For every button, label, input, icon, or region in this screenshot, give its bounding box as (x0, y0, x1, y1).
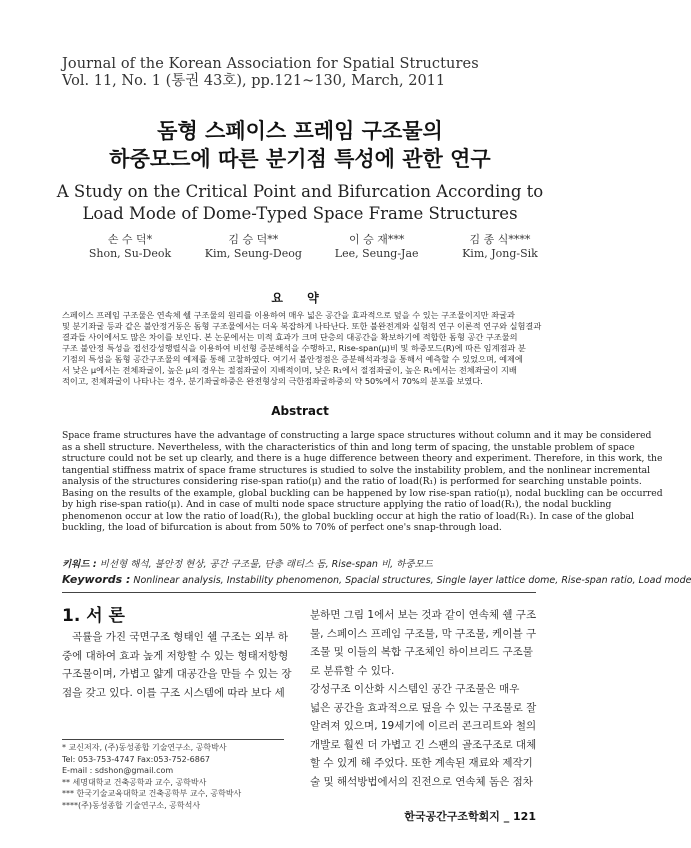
body-line: 개발로 훨씬 더 가볍고 긴 스팬의 골조구조로 대체 (310, 738, 537, 751)
author (193, 233, 313, 261)
body-column-left (62, 628, 292, 702)
korean-abstract-heading: 요 약 (271, 291, 329, 305)
body-line: 로 분류할 수 있다. (310, 664, 395, 677)
korean-title-line-1: 돔형 스페이스 프레임 구조물의 (157, 118, 443, 143)
footnote-line: Tel: 053-753-4747 Fax:053-752-6867 (62, 754, 210, 764)
author-name-korean: 손 수 덕* (107, 233, 153, 246)
author-name-korean: 김 승 덕** (228, 233, 279, 246)
section-title: 서 론 (86, 606, 125, 626)
keywords-korean (62, 556, 433, 570)
section-divider (62, 592, 536, 593)
footnote-divider (62, 739, 284, 740)
body-line: 술 및 해석방법에서의 진전으로 연속체 돔은 점차 (310, 775, 533, 788)
author-name-korean: 김 종 식**** (469, 233, 531, 246)
abstract-heading: Abstract (271, 404, 329, 418)
keywords-english (62, 573, 691, 586)
english-title-line-1: A Study on the Critical Point and Bifurcation According to (56, 182, 544, 201)
korean-title-line-2: 하중모드에 따른 분기점 특성에 관한 연구 (109, 146, 491, 171)
english-abstract (62, 430, 663, 534)
author-name-english: Shon, Su-Deok (88, 247, 172, 260)
author-name-english: Kim, Seung-Deog (204, 247, 302, 260)
body-column-right (310, 606, 536, 791)
body-line: 강성구조 이산화 시스템인 공간 구조물은 매우 (310, 683, 520, 695)
section-number: 1. (62, 606, 81, 626)
footnote-line: E-mail : sdshon@gmail.com (62, 766, 174, 776)
section-heading (62, 601, 125, 626)
body-line: 넓은 공간을 효과적으로 덮을 수 있는 구조물로 잘 (310, 701, 537, 714)
abstract-line: 및 분기좌굴 등과 같은 불안정거동은 돔형 구조물에서는 더욱 복잡하게 나타난다. 또한 불완전계와 실험적 연구 이론적 연구와 실험결과 (62, 321, 542, 331)
body-line: 할 수 있게 해 주었다. 또한 계속된 재료와 제작기 (310, 757, 533, 769)
abstract-line: structure could not be set up clearly, and there is a huge difference between theory and experiment. Therefore, in this work, the (62, 453, 663, 464)
keywords-text: Nonlinear analysis, Instability phenomenon, Spacial structures, Single layer lattice dome, Rise-span ratio, Load mode (133, 575, 691, 586)
abstract-line: 스페이스 프레임 구조물은 연속체 쉘 구조물의 원리를 이용하여 매우 넓은 공간을 효과적으로 덮을 수 있는 구조물이지만 좌굴과 (62, 310, 515, 320)
abstract-line: phenomenon occur at low the ratio of load(R₁), the global buckling occur at high the ratio of load(R₁). In case of the global (62, 510, 634, 522)
abstract-line: 구조 불안정 특성을 접선강성행렬식을 이용하여 비선형 증분해석을 수행하고, Rise-span(μ)비 및 하중모드(R)에 따른 임계점과 분 (62, 343, 526, 353)
abstract-line: by high rise-span ratio(μ). And in case of multi node space structure applying the ratio of load(R₁), the nodal buckling (62, 499, 612, 510)
abstract-line: 기점의 특성을 돔형 공간구조물의 예제를 통해 고찰하였다. 여기서 불안정점은 증분해석과정을 통해서 예측할 수 있었으며, 예제에 (62, 354, 523, 364)
body-line: 구조물이며, 가볍고 얇게 대공간을 만들 수 있는 장 (62, 668, 292, 680)
page-footer: 한국공간구조학회지 _ 121 (404, 810, 536, 823)
author-name-korean: 이 승 재*** (348, 233, 405, 246)
journal-volume-info: Vol. 11, No. 1 (통권 43호), pp.121~130, March, 2011 (62, 73, 446, 89)
footnote-line: ** 세명대학교 건축공학과 교수, 공학박사 (62, 777, 207, 787)
abstract-line: 결과들 사이에서도 많은 차이를 보인다. 본 논문에서는 미적 효과가 크며 단층의 대공간을 확보하기에 적합한 돔형 공간 구조물의 (62, 332, 518, 342)
author (317, 233, 437, 261)
footnote-line: *** 한국기술교육대학교 건축공학부 교수, 공학박사 (62, 789, 242, 799)
abstract-line: Space frame structures have the advantage of constructing a large space structures without column and it may be considered (62, 430, 652, 441)
footnote-line: * 교신저자, (주)동성종합 기술연구소, 공학박사 (62, 743, 227, 752)
author (440, 233, 560, 261)
footnotes (62, 742, 287, 812)
author-list (70, 233, 560, 261)
abstract-line: tangential stiffness matrix of space frame structures is studied to solve the instability problem, and the nonlinear incremental (62, 464, 651, 476)
abstract-line: as a shell structure. Nevertheless, with the characteristics of thin and long term of spacing, the unstable problem of space (62, 441, 635, 453)
body-line: 물, 스페이스 프레임 구조물, 막 구조물, 케이블 구 (310, 627, 537, 640)
body-line: 조물 및 이들의 복합 구조체인 하이브리드 구조물 (310, 646, 533, 658)
abstract-line: buckling, the load of bifurcation is about from 50% to 70% of perfect one's snap-through load. (62, 522, 502, 533)
keywords-text: 비선형 해석, 불안정 현상, 공간 구조물, 단층 래티스 돔, Rise-span 비, 하중모드 (99, 559, 433, 570)
body-line: 알려져 있으며, 19세기에 이르러 콘크리트와 철의 (310, 720, 537, 732)
abstract-line: analysis of the structures considering rise-span ratio(μ) and the ratio of load(R₁) is performed for searching unstable points. (62, 476, 642, 487)
keywords-label: Keywords : (62, 573, 131, 586)
body-line: 중에 대하여 효과 높게 저항할 수 있는 형태저항형 (62, 649, 289, 662)
keywords-label: 키워드 : (62, 559, 97, 570)
journal-name: Journal of the Korean Association for Spatial Structures (62, 56, 479, 72)
body-line: 점을 갖고 있다. 이를 구조 시스템에 따라 보다 세 (62, 686, 285, 699)
abstract-line: 적이고, 전체좌굴이 나타나는 경우, 분기좌굴하중은 완전형상의 극한점좌굴하중의 약 50%에서 70%의 분포를 보였다. (62, 376, 483, 386)
author-name-english: Lee, Seung-Jae (334, 247, 419, 260)
author (70, 233, 190, 261)
body-line: 분하면 그림 1에서 보는 것과 같이 연속체 쉘 구조 (310, 609, 537, 621)
abstract-line: Basing on the results of the example, global buckling can be happened by low rise-span ratio(μ), nodal buckling can be occurred (62, 487, 663, 499)
body-line: 곡률을 가진 국면구조 형태인 쉘 구조는 외부 하 (72, 631, 289, 643)
korean-abstract (62, 310, 546, 387)
author-name-english: Kim, Jong-Sik (462, 247, 538, 260)
english-title-line-2: Load Mode of Dome-Typed Space Frame Structures (82, 204, 518, 223)
abstract-line: 서 낮은 μ에서는 전체좌굴이, 높은 μ의 경우는 절점좌굴이 지배적이며, 낮은 R₁에서 절점좌굴이, 높은 R₁에서는 전체좌굴이 지배 (62, 365, 517, 375)
footnote-line: ****(주)동성종합 기술연구소, 공학석사 (62, 800, 201, 810)
